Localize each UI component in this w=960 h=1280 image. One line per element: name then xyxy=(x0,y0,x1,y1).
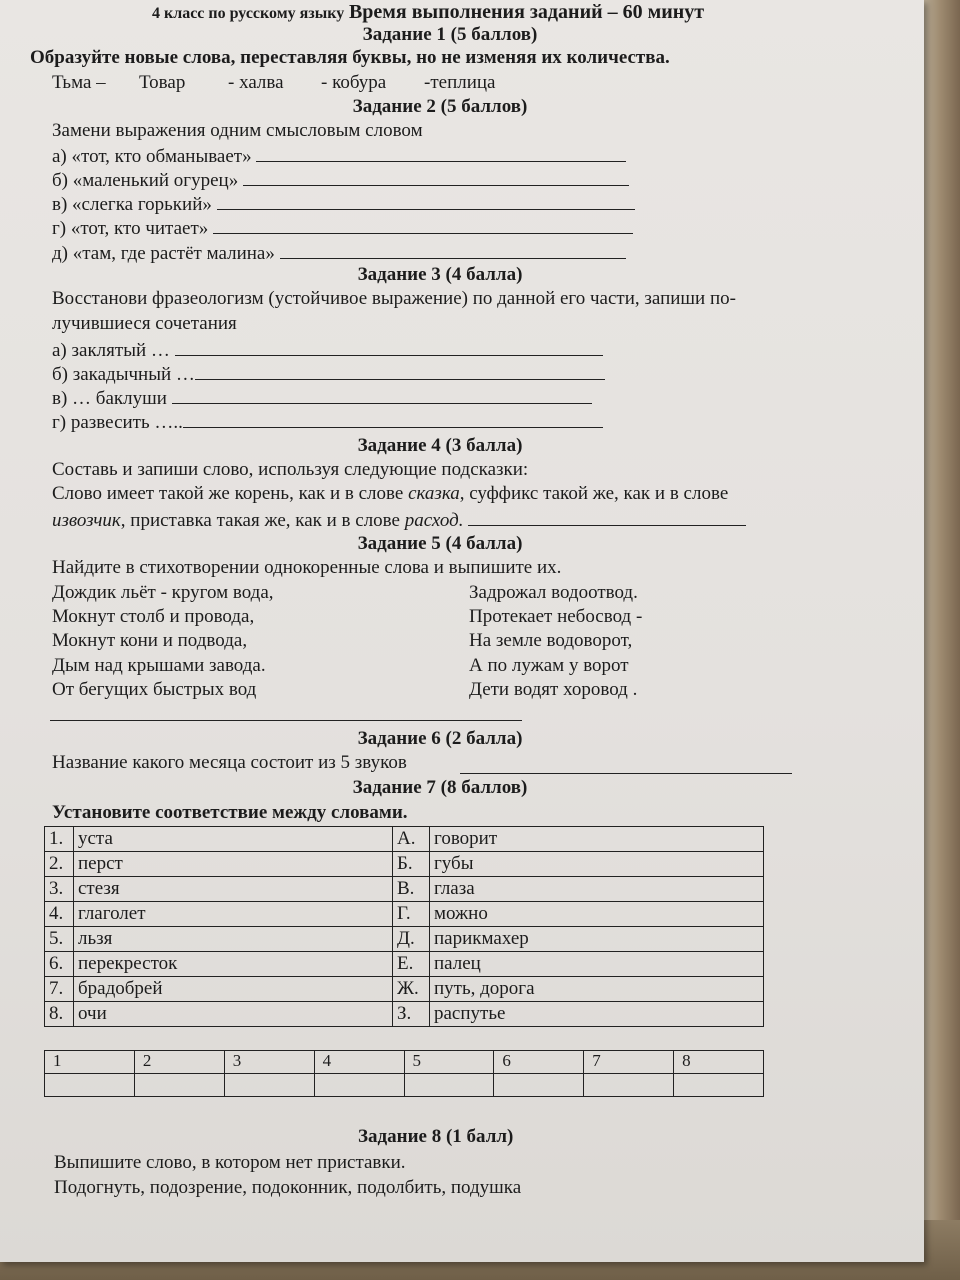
table-row xyxy=(45,902,764,927)
task3-item-label: в) … баклуши xyxy=(52,388,167,409)
answer-grid-entry-row xyxy=(45,1074,764,1097)
modern-word: можно xyxy=(430,902,764,927)
table-row xyxy=(45,852,764,877)
task3-item xyxy=(52,385,592,411)
task8-instruction: Выпишите слово, в котором нет приставки. xyxy=(54,1152,406,1173)
task1-word: -теплица xyxy=(424,72,496,93)
table-row xyxy=(45,877,764,902)
poem-line: Задрожал водоотвод. xyxy=(469,582,638,603)
row-number: 6. xyxy=(45,952,74,977)
task2-item-label: а) «тот, кто обманывает» xyxy=(52,146,252,167)
answer-grid-number: 6 xyxy=(494,1051,584,1074)
task1-title: Задание 1 (5 баллов) xyxy=(362,24,538,45)
answer-cell[interactable] xyxy=(224,1074,314,1097)
task2-title: Задание 2 (5 баллов) xyxy=(352,96,528,117)
task3-item-label: а) заклятый … xyxy=(52,340,170,361)
row-number: 4. xyxy=(45,902,74,927)
archaic-word: льзя xyxy=(74,927,393,952)
task3-instruction-cont: лучившиеся сочетания xyxy=(52,313,237,334)
archaic-word: перекресток xyxy=(74,952,393,977)
row-letter: Г. xyxy=(393,902,430,927)
task3-item-label: б) закадычный … xyxy=(52,364,195,385)
task7-title: Задание 7 (8 баллов) xyxy=(352,777,528,798)
task2-item-label: д) «там, где растёт малина» xyxy=(52,243,275,264)
answer-line[interactable] xyxy=(468,507,746,526)
task2-item-label: б) «маленький огурец» xyxy=(52,170,239,191)
answer-grid-number: 2 xyxy=(134,1051,224,1074)
task1-word: - кобура xyxy=(321,72,387,93)
task2-item-label: г) «тот, кто читает» xyxy=(52,218,209,239)
row-letter: З. xyxy=(393,1002,430,1027)
task3-instruction: Восстанови фразеологизм (устойчивое выражение) по данной его части, запиши по- xyxy=(52,288,736,309)
answer-line[interactable] xyxy=(243,167,629,186)
desk-background xyxy=(922,0,960,1280)
task1-instruction: Образуйте новые слова, переставляя буквы, но не изменяя их количества. xyxy=(30,47,670,68)
answer-line[interactable] xyxy=(183,409,603,428)
task6-title: Задание 6 (2 балла) xyxy=(357,728,523,749)
answer-grid-number: 4 xyxy=(314,1051,404,1074)
task3-item xyxy=(52,337,603,363)
task5-title: Задание 5 (4 балла) xyxy=(357,533,523,554)
row-letter: Е. xyxy=(393,952,430,977)
row-number: 7. xyxy=(45,977,74,1002)
task2-item xyxy=(52,143,626,169)
archaic-word: уста xyxy=(74,827,393,852)
answer-line[interactable] xyxy=(213,215,633,234)
answer-cell[interactable] xyxy=(674,1074,764,1097)
task2-instruction: Замени выражения одним смысловым словом xyxy=(52,120,423,141)
answer-cell[interactable] xyxy=(45,1074,135,1097)
row-letter: В. xyxy=(393,877,430,902)
row-letter: Ж. xyxy=(393,977,430,1002)
task1-word: Товар xyxy=(139,72,186,93)
archaic-word: стезя xyxy=(74,877,393,902)
answer-grid-number: 8 xyxy=(674,1051,764,1074)
table-row xyxy=(45,827,764,852)
poem-line: От бегущих быстрых вод xyxy=(52,679,257,700)
answer-line[interactable] xyxy=(50,720,522,721)
row-letter: Д. xyxy=(393,927,430,952)
answer-line[interactable] xyxy=(256,143,626,162)
task1-word: Тьма – xyxy=(52,72,106,93)
task2-item xyxy=(52,191,635,217)
modern-word: глаза xyxy=(430,877,764,902)
answer-grid-header xyxy=(45,1051,764,1074)
answer-line[interactable] xyxy=(195,361,605,380)
poem-line: На земле водоворот, xyxy=(469,630,633,651)
modern-word: палец xyxy=(430,952,764,977)
task8-title: Задание 8 (1 балл) xyxy=(358,1126,514,1147)
poem-line: Дождик льёт - кругом вода, xyxy=(52,582,274,603)
row-number: 3. xyxy=(45,877,74,902)
task4-title: Задание 4 (3 балла) xyxy=(357,435,523,456)
poem-line: Протекает небосвод - xyxy=(469,606,643,627)
task4-line1: Составь и запиши слово, используя следующие подсказки: xyxy=(52,459,529,480)
task1-word: - халва xyxy=(228,72,284,93)
task3-item xyxy=(52,361,605,387)
answer-grid xyxy=(44,1050,764,1097)
answer-cell[interactable] xyxy=(584,1074,674,1097)
task2-item xyxy=(52,215,633,241)
answer-grid-number: 3 xyxy=(224,1051,314,1074)
modern-word: говорит xyxy=(430,827,764,852)
header-grade: 4 класс по русскому языку xyxy=(152,5,345,22)
task3-item xyxy=(52,409,603,435)
matching-table xyxy=(44,826,764,1027)
task2-item-label: в) «слегка горький» xyxy=(52,194,212,215)
task8-words: Подогнуть, подозрение, подоконник, подолбить, подушка xyxy=(54,1177,522,1198)
answer-grid-number: 7 xyxy=(584,1051,674,1074)
task4-example-word: расход. xyxy=(404,510,464,531)
task4-example-word: сказка xyxy=(408,483,460,504)
modern-word: губы xyxy=(430,852,764,877)
answer-line[interactable] xyxy=(172,385,592,404)
row-number: 8. xyxy=(45,1002,74,1027)
task4-text: Слово имеет такой же корень, как и в слове xyxy=(52,483,409,504)
task6-question: Название какого месяца состоит из 5 звуков xyxy=(52,752,407,773)
task4-text: , приставка такая же, как и в слове xyxy=(120,510,405,531)
task3-item-label: г) развесить ….. xyxy=(52,412,183,433)
answer-cell[interactable] xyxy=(134,1074,224,1097)
modern-word: путь, дорога xyxy=(430,977,764,1002)
answer-cell[interactable] xyxy=(494,1074,584,1097)
answer-grid-number: 1 xyxy=(45,1051,135,1074)
modern-word: парикмахер xyxy=(430,927,764,952)
row-number: 2. xyxy=(45,852,74,877)
task2-item xyxy=(52,167,629,193)
task7-instruction: Установите соответствие между словами. xyxy=(52,802,408,823)
task4-text: , суффикс такой же, как и в слове xyxy=(459,483,729,504)
row-letter: Б. xyxy=(393,852,430,877)
poem-line: А по лужам у ворот xyxy=(469,655,629,676)
task3-title: Задание 3 (4 балла) xyxy=(357,264,523,285)
archaic-word: глаголет xyxy=(74,902,393,927)
task4-line2 xyxy=(52,482,728,506)
table-row xyxy=(45,977,764,1002)
answer-cell[interactable] xyxy=(314,1074,404,1097)
header-time: Время выполнения заданий – 60 минут xyxy=(348,1,705,23)
table-row xyxy=(45,1002,764,1027)
answer-line[interactable] xyxy=(175,337,603,356)
task4-line3 xyxy=(52,507,746,533)
answer-line[interactable] xyxy=(217,191,635,210)
modern-word: распутье xyxy=(430,1002,764,1027)
table-row xyxy=(45,927,764,952)
archaic-word: очи xyxy=(74,1002,393,1027)
row-letter: А. xyxy=(393,827,430,852)
row-number: 5. xyxy=(45,927,74,952)
answer-cell[interactable] xyxy=(404,1074,494,1097)
answer-line[interactable] xyxy=(460,773,792,774)
table-row xyxy=(45,952,764,977)
task5-instruction: Найдите в стихотворении однокоренные слова и выпишите их. xyxy=(52,557,562,578)
poem-line: Дети водят хоровод . xyxy=(469,679,638,700)
answer-line[interactable] xyxy=(280,240,626,259)
archaic-word: брадобрей xyxy=(74,977,393,1002)
answer-grid-number: 5 xyxy=(404,1051,494,1074)
task4-example-word: извозчик xyxy=(52,510,121,531)
poem-line: Мокнут кони и подвода, xyxy=(52,630,248,651)
row-number: 1. xyxy=(45,827,74,852)
poem-line: Дым над крышами завода. xyxy=(52,655,266,676)
poem-line: Мокнут столб и провода, xyxy=(52,606,255,627)
archaic-word: перст xyxy=(74,852,393,877)
